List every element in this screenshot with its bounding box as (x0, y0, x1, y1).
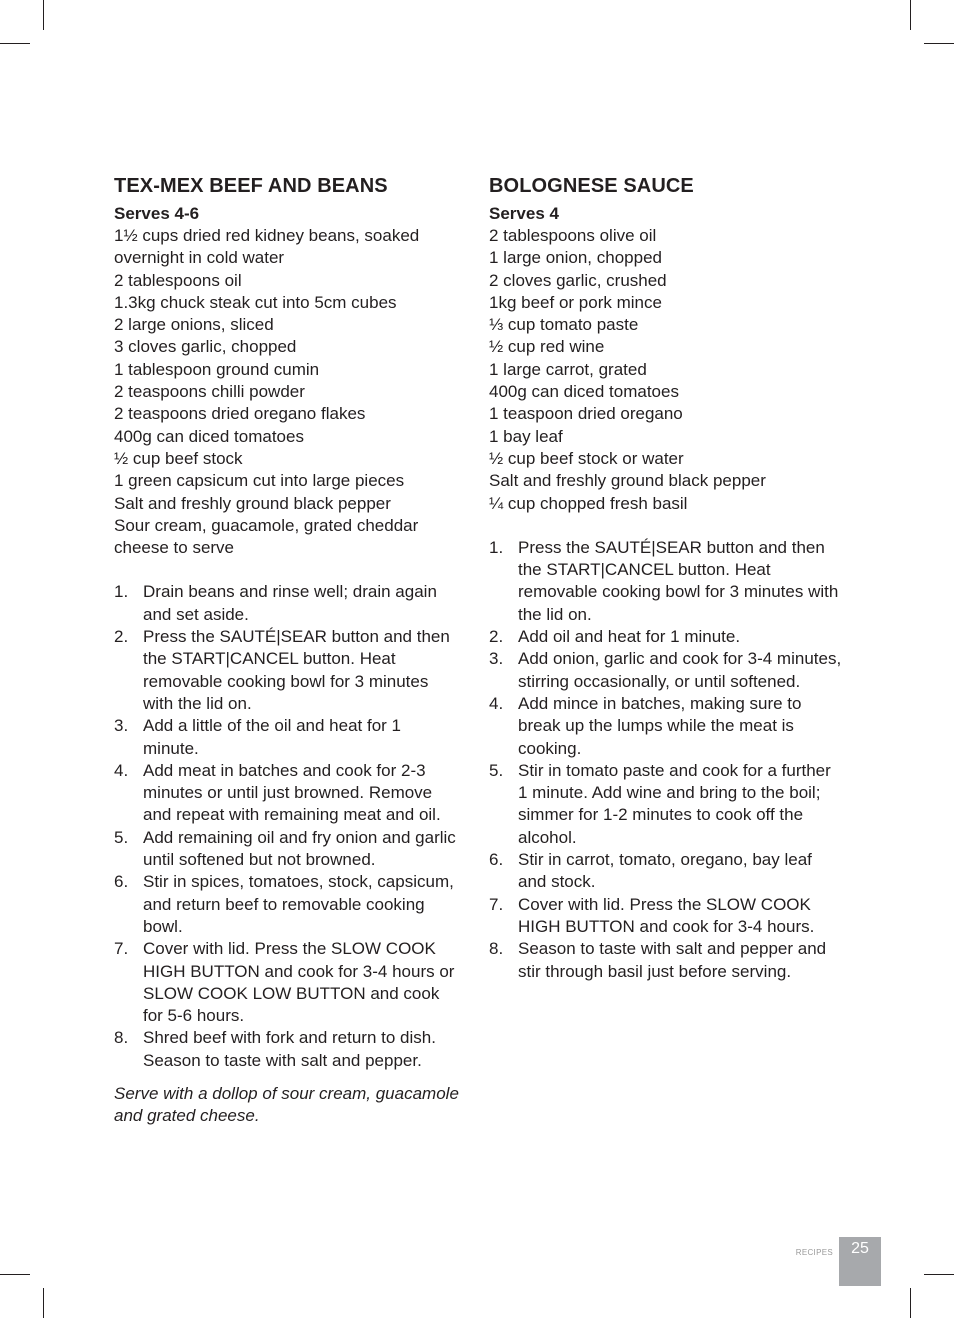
ingredient-item: 2 cloves garlic, crushed (489, 270, 667, 290)
method-step (489, 894, 844, 939)
crop-mark (43, 1288, 44, 1318)
ingredient-item: 2 tablespoons olive oil (489, 226, 657, 245)
recipe-title: BOLOGNESE SAUCE (489, 175, 694, 197)
ingredient-item: 400g can diced tomatoes (489, 382, 679, 402)
recipe-tex-mex (114, 174, 459, 1128)
step-text: Add a little of the oil and heat for 1 minute. (143, 716, 402, 758)
step-text: Shred beef with fork and return to dish. Season to taste with salt and pepper. (143, 1028, 436, 1070)
step-text: Stir in tomato paste and cook for a further 1 minute. Add wine and bring to the boil; simmer for 1-2 minutes to cook off the alcohol. (518, 760, 831, 847)
step-number: 5. (489, 760, 504, 780)
step-text: Cover with lid. Press the SLOW COOK HIGH BUTTON and cook for 3-4 hours or SLOW COOK LOW BUTTON and cook for 5-6 hours. (143, 939, 455, 1026)
ingredient-item: 400g can diced tomatoes (114, 426, 304, 446)
ingredient-item: ⅓ cup tomato paste (489, 315, 639, 335)
method-step (114, 938, 459, 1027)
step-number: 8. (114, 1028, 129, 1048)
step-number: 7. (114, 939, 129, 959)
method-step (489, 693, 844, 760)
serves-line: Serves 4 (489, 204, 559, 223)
method-step (114, 626, 459, 715)
crop-mark (924, 43, 954, 44)
method-step (114, 1027, 459, 1072)
step-text: Add meat in batches and cook for 2-3 minutes or until just browned. Remove and repeat with remaining meat and oil. (143, 760, 441, 825)
ingredient-list (489, 225, 844, 515)
crop-mark (910, 0, 911, 30)
crop-mark (0, 43, 30, 44)
section-label: RECIPES (795, 1248, 833, 1257)
step-number: 6. (489, 850, 504, 870)
ingredient-item: 1 tablespoon ground cumin (114, 359, 320, 379)
crop-mark (43, 0, 44, 30)
method-step (489, 537, 844, 626)
step-text: Season to taste with salt and pepper and stir through basil just before serving. (518, 939, 827, 981)
ingredient-item: 1 large onion, chopped (489, 248, 662, 268)
ingredient-item: 2 teaspoons dried oregano flakes (114, 404, 366, 424)
crop-mark (0, 1274, 30, 1275)
ingredient-item: 2 teaspoons chilli powder (114, 382, 305, 402)
recipe-bolognese (489, 174, 844, 983)
step-text: Stir in carrot, tomato, oregano, bay leaf and stock. (518, 850, 812, 892)
step-number: 4. (489, 693, 504, 713)
ingredient-item: 1.3kg chuck steak cut into 5cm cubes (114, 292, 397, 312)
method-step (114, 581, 459, 626)
method-list (114, 581, 459, 1072)
step-number: 3. (114, 716, 129, 736)
step-text: Add remaining oil and fry onion and garlic until softened but not browned. (143, 827, 456, 870)
step-number: 8. (489, 939, 504, 959)
step-text: Add oil and heat for 1 minute. (518, 627, 741, 647)
ingredient-item: overnight in cold water (114, 248, 285, 268)
ingredient-item: 1 bay leaf (489, 426, 563, 446)
ingredient-item: ½ cup beef stock or water (489, 448, 684, 468)
step-number: 3. (489, 649, 504, 669)
ingredient-item: 3 cloves garlic, chopped (114, 337, 297, 357)
ingredient-item: ½ cup red wine (489, 337, 605, 357)
method-step (489, 760, 844, 849)
method-step (489, 849, 844, 894)
ingredient-item: 1kg beef or pork mince (489, 292, 662, 312)
ingredient-item: 2 large onions, sliced (114, 315, 274, 335)
step-number: 1. (489, 537, 504, 557)
ingredient-item: 1 green capsicum cut into large pieces (114, 471, 405, 491)
step-text: Add onion, garlic and cook for 3-4 minutes, stirring occasionally, or until softened. (518, 649, 842, 691)
method-step (489, 938, 844, 983)
method-list (489, 537, 844, 983)
ingredient-item: 1 teaspoon dried oregano (489, 404, 683, 424)
step-text: Add mince in batches, making sure to break up the lumps while the meat is cooking. (518, 693, 802, 758)
serving-note: Serve with a dollop of sour cream, guacamole and grated cheese. (114, 1083, 459, 1126)
page-number-box (839, 1237, 881, 1286)
ingredient-list (114, 225, 459, 559)
step-text: Drain beans and rinse well; drain again and set aside. (143, 582, 437, 624)
step-number: 5. (114, 827, 129, 847)
method-step (114, 827, 459, 872)
ingredient-item: 1 large carrot, grated (489, 359, 647, 379)
ingredient-item: ¼ cup chopped fresh basil (489, 493, 688, 513)
step-text: Cover with lid. Press the SLOW COOK HIGH BUTTON and cook for 3-4 hours. (518, 894, 815, 936)
ingredient-item: Sour cream, guacamole, grated cheddar (114, 515, 419, 535)
crop-mark (910, 1288, 911, 1318)
ingredient-item: Salt and freshly ground black pepper (489, 471, 766, 491)
serves-line: Serves 4-6 (114, 204, 200, 223)
ingredient-item: Salt and freshly ground black pepper (114, 493, 391, 513)
step-number: 7. (489, 894, 504, 914)
ingredient-item: 1½ cups dried red kidney beans, soaked (114, 226, 420, 245)
method-step (489, 648, 844, 693)
recipe-title: TEX-MEX BEEF AND BEANS (114, 175, 388, 197)
page-number: 25 (851, 1240, 869, 1257)
step-text: Press the SAUTÉ|SEAR button and then the START|CANCEL button. Heat removable cooking bowl for 3 minutes with the lid on. (518, 537, 839, 624)
step-number: 1. (114, 582, 129, 602)
ingredient-item: 2 tablespoons oil (114, 270, 242, 290)
ingredient-item: cheese to serve (114, 538, 235, 558)
crop-mark (924, 1274, 954, 1275)
step-number: 2. (489, 627, 504, 647)
method-step (489, 626, 844, 648)
step-number: 2. (114, 627, 129, 647)
method-step (114, 871, 459, 938)
step-text: Stir in spices, tomatoes, stock, capsicum, and return beef to removable cooking bowl. (143, 872, 454, 936)
method-step (114, 715, 459, 760)
ingredient-item: ½ cup beef stock (114, 448, 243, 468)
step-number: 6. (114, 872, 129, 892)
step-text: Press the SAUTÉ|SEAR button and then the START|CANCEL button. Heat removable cooking bowl for 3 minutes with the lid on. (143, 627, 450, 713)
step-number: 4. (114, 760, 129, 780)
method-step (114, 760, 459, 827)
